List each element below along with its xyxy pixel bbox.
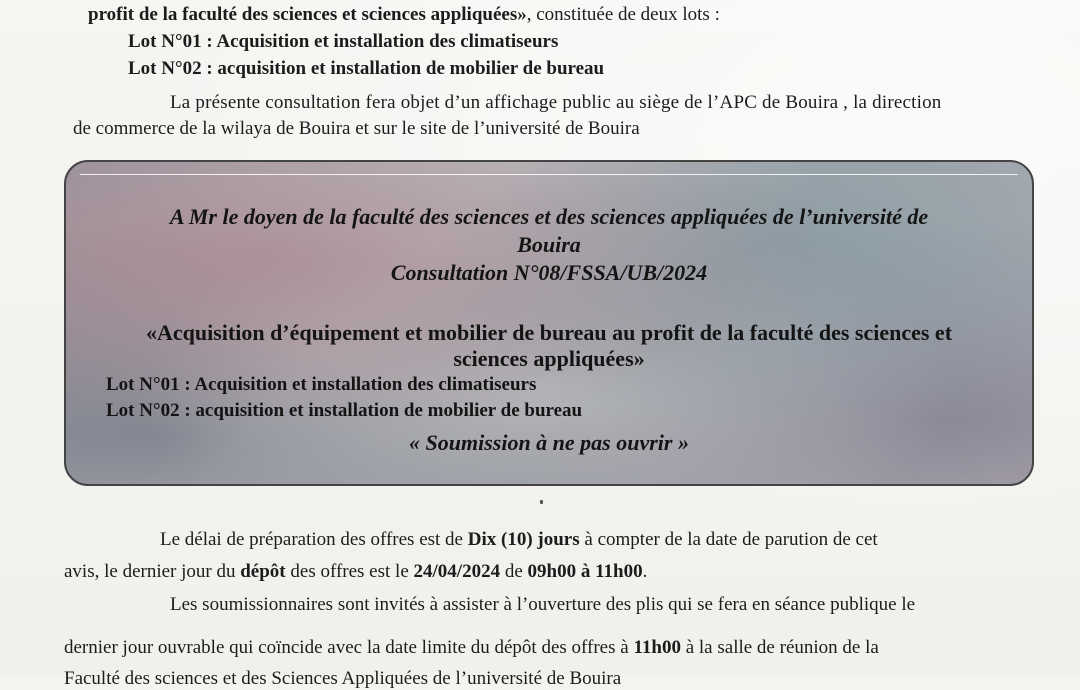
addressee-line-1: A Mr le doyen de la faculté des sciences et des sciences appliquées de l’université de [169, 204, 929, 229]
opening-line-1: Les soumissionnaires sont invités à assister à l’ouverture des plis qui se fera en séance publique le [170, 594, 916, 615]
lot-1-line: Lot N°01 : Acquisition et installation des climatiseurs [128, 31, 559, 52]
display-notice-line-2: de commerce de la wilaya de Bouira et sur le site de l’université de Bouira [73, 118, 640, 139]
delay-line-2 [64, 561, 647, 583]
delay-text-d: des offres est le [285, 561, 414, 582]
opening-line-3: Faculté des sciences et des Sciences Appliquées de l’université de Bouira [64, 668, 622, 689]
delay-period: . [642, 561, 648, 582]
envelope-lot-1: Lot N°01 : Acquisition et installation des climatiseurs [106, 374, 537, 395]
deposit-word: dépôt [240, 561, 286, 582]
display-notice-line-1: La présente consultation fera objet d’un affichage public au siège de l’APC de Bouira , la direction [170, 92, 942, 113]
delay-text-c: avis, le dernier jour du [64, 561, 241, 582]
delay-text-e: de [500, 561, 528, 582]
delay-text-b: à compter de la date de parution de cet [579, 529, 878, 550]
lot-2-line: Lot N°02 : acquisition et installation de mobilier de bureau [128, 58, 605, 79]
consultation-number: Consultation N°08/FSSA/UB/2024 [390, 260, 708, 285]
envelope-object-line-1: «Acquisition d’équipement et mobilier de bureau au profit de la faculté des sciences et [145, 320, 953, 345]
do-not-open-notice: « Soumission à ne pas ouvrir » [409, 430, 689, 455]
object-continuation-line [88, 4, 720, 26]
delay-days: Dix (10) jours [467, 529, 580, 550]
addressee-line-2: Bouira [517, 232, 581, 257]
deposit-hours: 09h00 à 11h00 [527, 561, 643, 582]
opening-hour: 11h00 [633, 637, 681, 658]
opening-line-2 [64, 637, 879, 659]
deposit-date: 24/04/2024 [413, 561, 501, 582]
envelope-inner-border [80, 174, 1018, 175]
opening-text-b: à la salle de réunion de la [680, 637, 879, 658]
object-end-rest: , constituée de deux lots : [526, 4, 720, 25]
scan-speck [540, 500, 543, 504]
envelope-label-box [64, 160, 1034, 486]
delay-text-a: Le délai de préparation des offres est de [160, 529, 468, 550]
envelope-object-line-2: sciences appliquées» [453, 346, 645, 371]
envelope-lot-2: Lot N°02 : acquisition et installation de mobilier de bureau [106, 400, 583, 421]
opening-text-a: dernier jour ouvrable qui coïncide avec la date limite du dépôt des offres à [64, 637, 634, 658]
delay-line-1 [160, 529, 878, 551]
object-end-bold: profit de la faculté des sciences et sciences appliquées» [88, 4, 527, 25]
